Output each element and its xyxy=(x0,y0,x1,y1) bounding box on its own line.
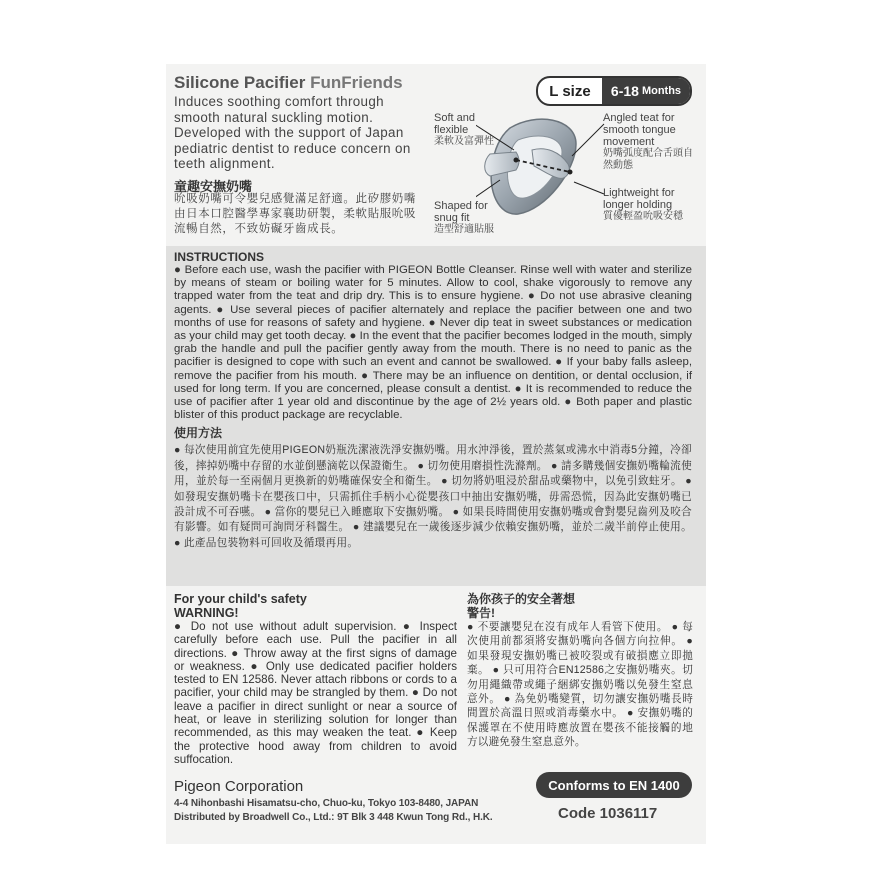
warning-body-en: ● Do not use without adult supervision. ● Inspect carefully before each use. Pull the pacifier in all directions. ● Throw away at the first signs of damage or weakness. ● Only use dedicated pacifier holders tested to EN 12586. Never attach ribbons or cords to a pacifier, your child may be strangled by them. ● Do not leave a pacifier in direct sunlight or near a source of heat, or leave in sterilizing solution for longer than recommended, as this may weaken the teat. ● Keep the protective hood away from children to avoid suffocation. xyxy=(174,620,457,766)
feature-angled-en: Angled teat for smooth tongue movement xyxy=(603,112,676,148)
company-name: Pigeon Corporation xyxy=(174,778,304,795)
feature-soft xyxy=(434,112,496,148)
feature-shaped xyxy=(434,200,504,236)
warning-body-zh: ● 不要讓嬰兒在沒有成年人看管下使用。 ● 每次使用前都須將安撫奶嘴向各個方向拉伸。 ● 如果發現安撫奶嘴已被咬裂或有破損應立即拋棄。 ● 只可用符合EN12586之安撫奶嘴夾。切勿用繩織帶或繩子綑綁安撫奶嘴以免發生窒息意外。 ● 為免奶嘴變質，切勿讓安撫奶嘴長時間置於高溫日照或消毒藥水中。 ● 安撫奶嘴的保護罩在不使用時應放置在嬰孩不能接觸的地方以避免發生窒息意外。 xyxy=(467,621,693,749)
age-range-unit: Months xyxy=(641,85,682,97)
product-intro-zh: 吮吸奶嘴可令嬰兒感覺滿足舒適。此矽膠奶嘴由日本口腔醫學專家襄助研製，柔軟貼服吮吸流暢自然，不致妨礙牙齒成長。 xyxy=(174,193,416,235)
feature-angled xyxy=(603,112,695,172)
instructions-body-zh: ● 每次使用前宜先使用PIGEON奶瓶洗潔液洗淨安撫奶嘴。用水沖淨後，置於蒸氣或沸水中消毒5分鐘，冷卻後，摔掉奶嘴中存留的水並倒懸滴乾以保證衛生。 ● 切勿使用磨損性洗滌劑。 ● 請多購幾個安撫奶嘴輪流使用，並於每一至兩個月更換新的奶嘴確保安全和衛生。 ● 切勿將奶咀浸於甜品或藥物中，以免引致蛀牙。 ● 如發現安撫奶嘴卡在嬰孩口中，只需抓住手柄小心從嬰孩口中抽出安撫奶嘴，毋需恐慌，因為此安撫奶嘴已設計成不可吞嚥。 ● 當你的嬰兒已入睡應取下安撫奶嘴。 ● 如果長時間使用安撫奶嘴或會對嬰兒齒列及咬合有影響。如有疑問可詢問牙科醫生。 ● 建議嬰兒在一歲後逐步減少依賴安撫奶嘴，並於二歲半前停止使用。 ● 此產品包裝物料可回收及循環再用。 xyxy=(174,444,692,549)
feature-soft-en: Soft and flexible xyxy=(434,112,475,136)
warning-label-en: WARNING! xyxy=(174,606,239,620)
feature-soft-zh: 柔軟及富彈性 xyxy=(434,136,494,147)
distributor-line: Distributed by Broadwell Co., Ltd.: 9T Blk 3 448 Kwun Tong Rd., H.K. xyxy=(174,812,493,823)
feature-angled-zh: 奶嘴弧度配合舌頭自然動態 xyxy=(603,148,693,171)
product-title-zh: 童趣安撫奶嘴 xyxy=(174,179,253,194)
instructions-heading: INSTRUCTIONS xyxy=(174,250,264,264)
product-intro: Induces soothing comfort through smooth natural suckling motion. Developed with the support of Japan pediatric dentist to reduce concern on teeth alignment. xyxy=(174,94,411,171)
conforms-badge: Conforms to EN 1400 xyxy=(536,772,692,798)
size-label: L size xyxy=(549,82,591,100)
product-title xyxy=(174,73,403,93)
address-line: 4-4 Nihonbashi Hisamatsu-cho, Chuo-ku, Tokyo 103-8480, JAPAN xyxy=(174,798,479,809)
company-address xyxy=(174,797,493,825)
warning-zh xyxy=(467,592,693,750)
feature-shaped-zh: 造型舒適貼服 xyxy=(434,224,494,235)
instructions-heading-zh: 使用方法 xyxy=(174,426,223,441)
safety-heading-zh: 為你孩子的安全著想 xyxy=(467,592,576,606)
feature-lightweight-en: Lightweight for longer holding xyxy=(603,187,675,211)
product-title-main: Silicone Pacifier xyxy=(174,73,306,92)
size-badge xyxy=(536,76,692,106)
age-range xyxy=(602,78,690,104)
age-range-value: 6-18 xyxy=(610,83,639,99)
warning-label-zh: 警告! xyxy=(467,606,495,620)
product-code: Code 1036117 xyxy=(558,805,658,822)
instructions-panel xyxy=(166,246,706,586)
feature-lightweight-zh: 質優輕盈吮吸安穩 xyxy=(603,211,683,222)
feature-shaped-en: Shaped for snug fit xyxy=(434,200,488,224)
instructions-body: ● Before each use, wash the pacifier with PIGEON Bottle Cleanser. Rinse well with water and sterilize by means of steam or boiling water for 5 minutes. Allow to cool, shake vigorously to remove any trapped water from the teat and drip dry. This is to ensure hygiene. ● Do not use abrasive cleaning agents. ● Use several pieces of pacifier alternately and replace the pacifier between one and two months of use for reasons of safety and hygiene. ● Never dip teat in sweet substances or medication as your child may get tooth decay. ● In the event that the pacifier becomes lodged in the mouth, simply grab the handle and pull the pacifier gently away from the mouth. There is no need to panic as the pacifier is designed to cope with such an event and cannot be swallowed. ● If your baby falls asleep, remove the pacifier from his mouth. ● There may be an influence on dentition, or dental occlusion, if used for long term. If you are concerned, please consult a dentist. ● It is recommended to reduce the use of pacifier after 1 year old and discontinue by the age of 2½ years old. ● Both paper and plastic blister of this product package are recyclable. xyxy=(174,264,692,422)
product-title-sub: FunFriends xyxy=(310,73,403,92)
warning-en xyxy=(174,592,457,766)
feature-lightweight xyxy=(603,187,695,223)
safety-heading-en: For your child's safety xyxy=(174,592,307,606)
